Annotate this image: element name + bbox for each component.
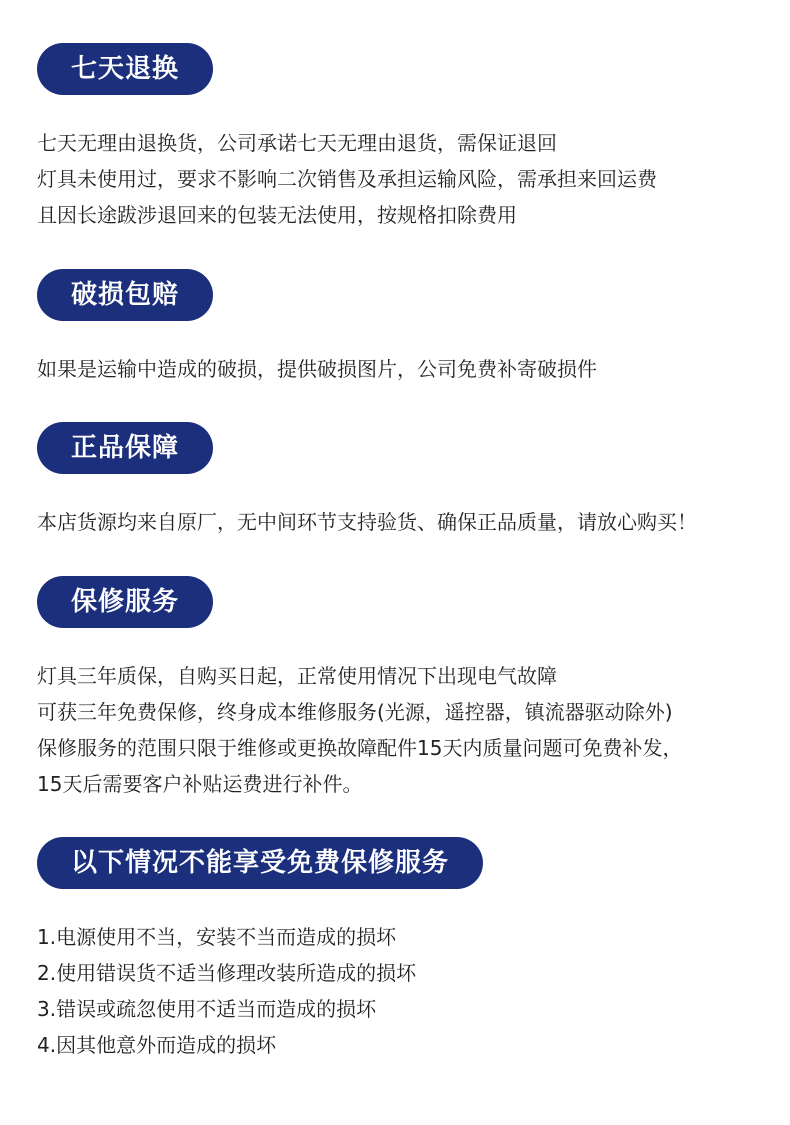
section-title-badge: 保修服务 [37,576,213,628]
text-line: 如果是运输中造成的破损，提供破损图片，公司免费补寄破损件 [37,357,597,381]
section-text [37,658,767,802]
section-title-badge: 以下情况不能享受免费保修服务 [37,837,483,889]
text-line: 2.使用错误货不适当修理改装所造成的损坏 [37,961,417,985]
text-line: 灯具未使用过，要求不影响二次销售及承担运输风险，需承担来回运费 [37,167,657,191]
section-text [37,504,767,540]
section-authentic-guarantee [37,422,767,540]
section-damage-compensation [37,269,767,387]
section-title-badge: 七天退换 [37,43,213,95]
text-line: 保修服务的范围只限于维修或更换故障配件15天内质量问题可免费补发， [37,736,683,760]
text-line: 且因长途跋涉退回来的包装无法使用，按规格扣除费用 [37,203,517,227]
text-line: 3.错误或疏忽使用不适当而造成的损坏 [37,997,377,1021]
text-line: 4.因其他意外而造成的损坏 [37,1033,277,1057]
section-warranty-exclusions [37,837,767,1063]
text-line: 本店货源均来自原厂，无中间环节支持验货、确保正品质量，请放心购买！ [37,510,697,534]
section-title-badge: 正品保障 [37,422,213,474]
section-text [37,351,767,387]
text-line: 可获三年免费保修，终身成本维修服务(光源，遥控器，镇流器驱动除外) [37,700,673,724]
text-line: 15天后需要客户补贴运费进行补件。 [37,772,363,796]
section-text [37,919,767,1063]
section-seven-day-return [37,43,767,233]
section-text [37,125,767,233]
section-warranty-service [37,576,767,802]
text-line: 七天无理由退换货，公司承诺七天无理由退货，需保证退回 [37,131,557,155]
text-line: 灯具三年质保，自购买日起，正常使用情况下出现电气故障 [37,664,557,688]
section-title-badge: 破损包赔 [37,269,213,321]
text-line: 1.电源使用不当，安装不当而造成的损坏 [37,925,397,949]
